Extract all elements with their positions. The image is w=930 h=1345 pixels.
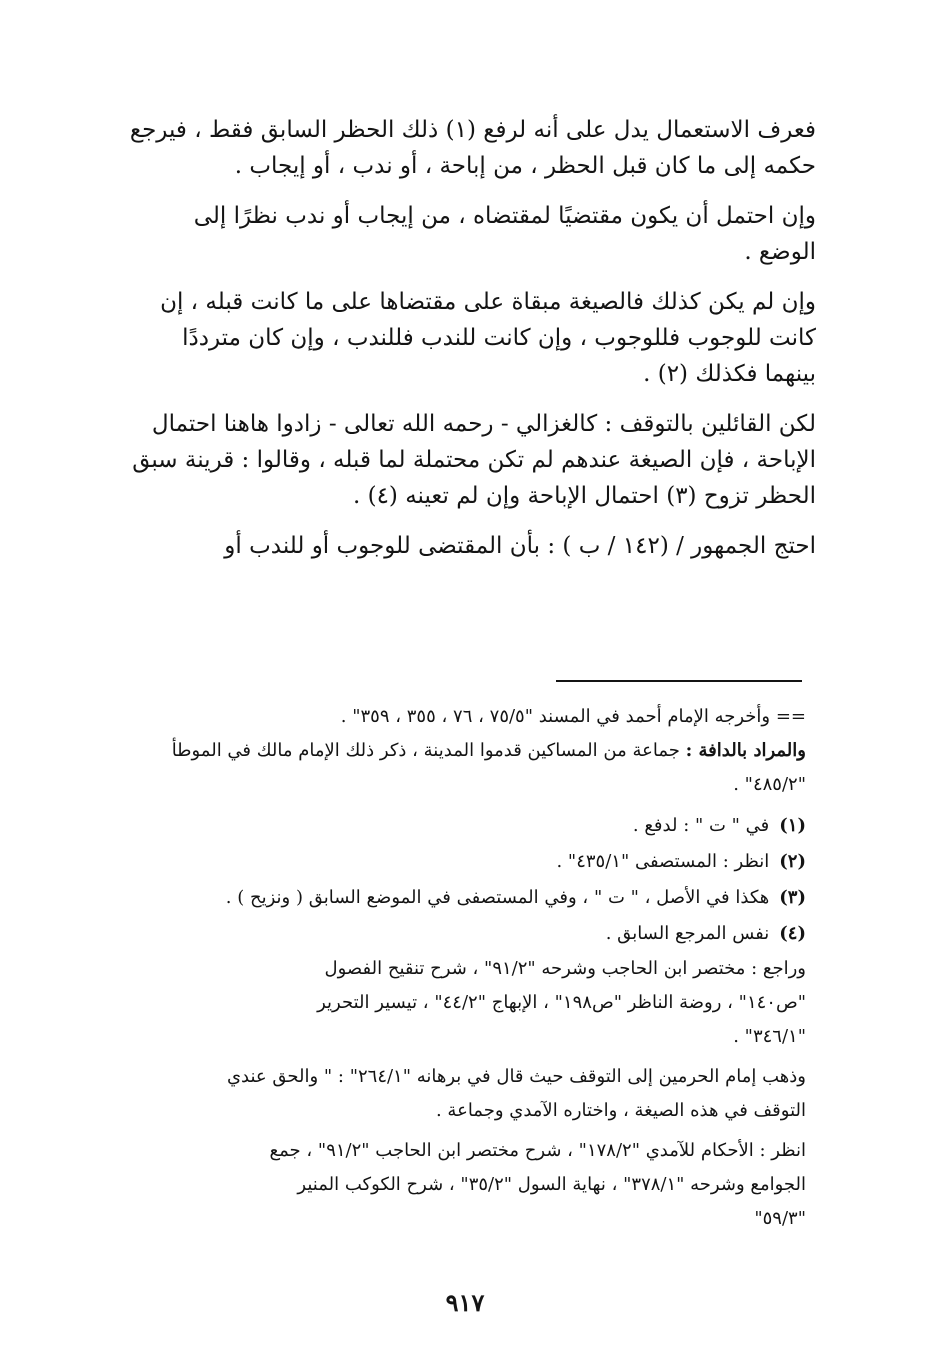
paragraph-1 [96, 112, 816, 184]
text-line: وإن احتمل أن يكون مقتضيًا لمقتضاه ، من إيجاب أو ندب نظرًا إلى [193, 203, 816, 229]
text-line: حكمه إلى ما كان قبل الحظر ، من إباحة ، أو ندب ، أو إيجاب . [234, 153, 816, 179]
text-line: وراجع : مختصر ابن الحاجب وشرحه "٩١/٢" ، شرح تنقيح الفصول [324, 958, 806, 979]
text-line: "٥٩/٣" [754, 1208, 806, 1229]
paragraph-3 [96, 284, 816, 392]
text-line: "٣٤٦/١" . [733, 1026, 806, 1047]
paragraph-5 [96, 528, 816, 564]
text-line: == وأخرجه الإمام أحمد في المسند "٧٥/٥ ، ٧٦ ، ٣٥٥ ، ٣٥٩" . [340, 706, 806, 727]
footnote-number: (١) [779, 815, 806, 836]
text-line: انظر : الأحكام للآمدي "١٧٨/٢" ، شرح مختصر ابن الحاجب "٩١/٢" ، جمع [269, 1140, 806, 1161]
text-line: احتج الجمهور / (١٤٢ / ب ) : بأن المقتضى للوجوب أو للندب أو [224, 533, 816, 559]
footnote-1 [86, 808, 806, 844]
text-line: بينهما فكذلك (٢) . [643, 361, 816, 387]
text-line: "٤٨٥/٢" . [733, 774, 806, 795]
text-run: جماعة من المساكين قدموا المدينة ، ذكر ذلك الإمام مالك في الموطأ [171, 740, 686, 761]
bold-term: والمراد بالدافة : [685, 740, 806, 761]
footnote-text: نفس المرجع السابق . [605, 923, 770, 944]
text-line: لكن القائلين بالتوقف : كالغزالي - رحمه الله تعالى - زادوا هاهنا احتمال [151, 411, 816, 437]
footnote-continuation [86, 700, 806, 802]
text-line: كانت للوجوب فللوجوب ، وإن كانت للندب فللندب ، وإن كان مترددًا [182, 325, 816, 351]
text-line: التوقف في هذه الصيغة ، واختاره الآمدي وجماعة . [435, 1100, 806, 1121]
text-line: وإن لم يكن كذلك فالصيغة مبقاة على مقتضاها على ما كانت قبله ، إن [160, 289, 816, 315]
text-line: الإباحة ، فإن الصيغة عندهم لم تكن محتملة لما قبله ، وقالوا : قرينة سبق [132, 447, 816, 473]
footnote-text: في " ت " : لدفع . [632, 815, 770, 836]
text-line [86, 734, 806, 768]
footnote-references-3 [86, 1134, 806, 1236]
footnote-separator [556, 680, 802, 682]
footnote-number: (٤) [779, 923, 806, 944]
text-line: وذهب إمام الحرمين إلى التوقف حيث قال في برهانه "٢٦٤/١" : " والحق عندي [226, 1066, 806, 1087]
page-number: ٩١٧ [445, 1288, 485, 1317]
paragraph-4 [96, 406, 816, 514]
footnote-text: هكذا في الأصل ، " ت " ، وفي المستصفى في الموضع السابق ( ونزيح ) . [225, 887, 770, 908]
text-line: الوضع . [744, 239, 816, 265]
text-line: فعرف الاستعمال يدل على أنه لرفع (١) ذلك الحظر السابق فقط ، فيرجع [129, 117, 816, 143]
text-line: "ص١٤٠" ، روضة الناظر "ص١٩٨" ، الإبهاج "٤٤/٢" ، تيسير التحرير [317, 992, 806, 1013]
footnotes [86, 700, 806, 1242]
text-line: الجوامع وشرحه "٣٧٨/١" ، نهاية السول "٣٥/٢" ، شرح الكوكب المنير [297, 1174, 806, 1195]
paragraph-2 [96, 198, 816, 270]
footnote-references-2 [86, 1060, 806, 1128]
footnote-number: (٣) [779, 887, 806, 908]
text-line: الحظر تزوح (٣) احتمال الإباحة وإن لم تعينه (٤) . [352, 483, 816, 509]
footnote-references-1 [86, 952, 806, 1054]
footnote-3 [86, 880, 806, 916]
footnote-2 [86, 844, 806, 880]
footnote-4 [86, 916, 806, 952]
footnote-number: (٢) [779, 851, 806, 872]
main-text [96, 112, 816, 578]
footnote-text: انظر : المستصفى "٤٣٥/١" . [556, 851, 770, 872]
